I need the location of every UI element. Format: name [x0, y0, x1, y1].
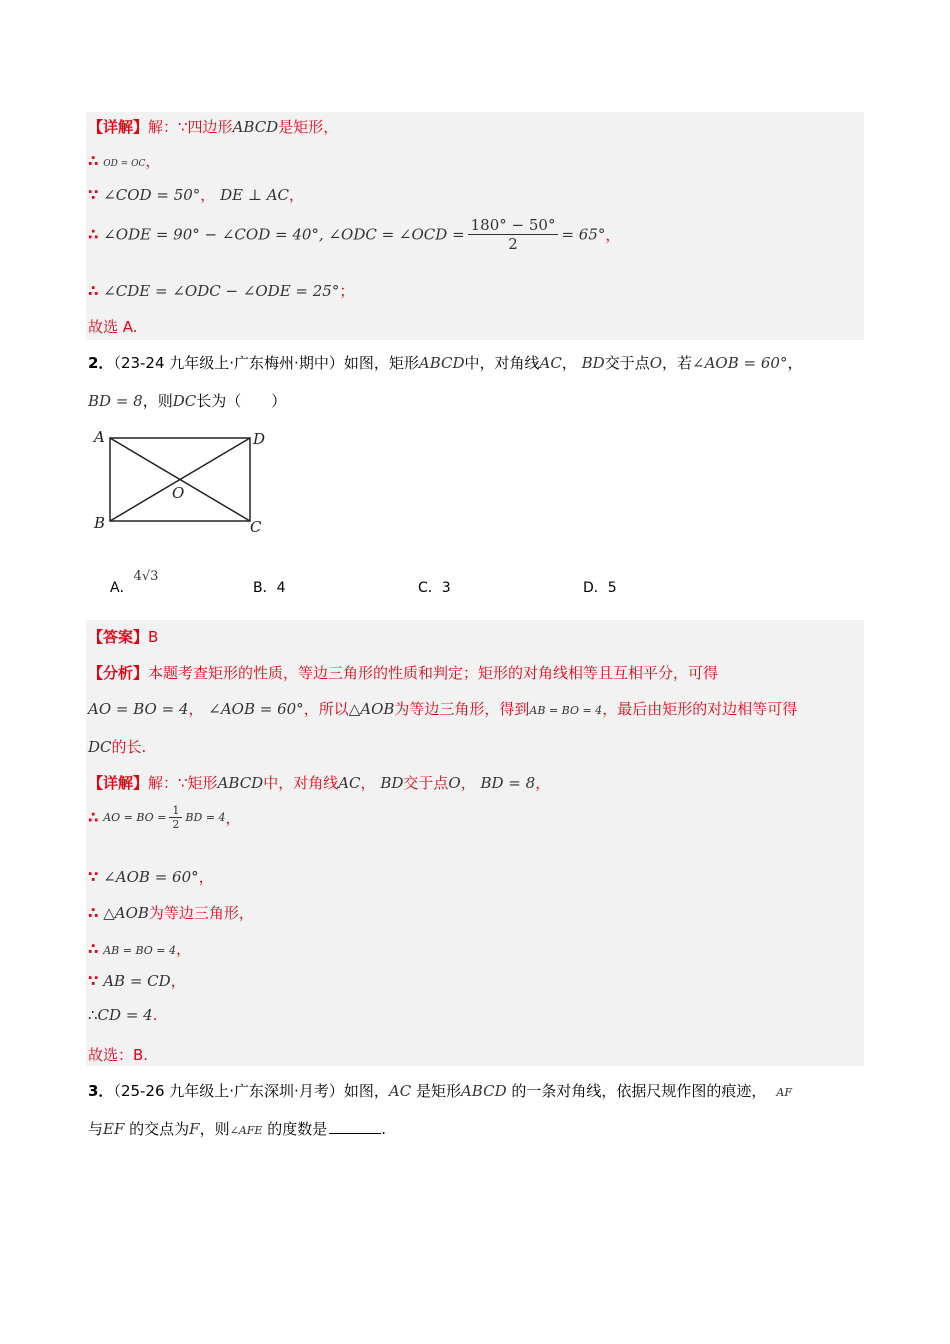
fraction: $\frac{180^\circ - 50^\circ}{2}$ [468, 216, 559, 253]
detail-line-5: ∴ ∠CDE = ∠ODC − ∠ODE = 25°； [88, 282, 355, 300]
detail-2-line-2: ∴ AO = BO = $\frac{1}{2}$ BD = 4， [88, 804, 241, 831]
detail-2-line-7: ∴CD = 4. [88, 1006, 158, 1024]
detail-2-line-4: ∴ △AOB为等边三角形， [88, 904, 254, 922]
answer-line: 【答案】B [88, 628, 159, 646]
label-c: C [250, 518, 262, 536]
analysis-line-2: AO = BO = 4， ∠AOB = 60°，所以△AOB为等边三角形，得到AB = BO = 4，最后由矩形的对边相等可得 [88, 700, 798, 718]
question-2-line-2: BD = 8，则DC长为（ ） [88, 392, 287, 410]
label-a: A [94, 428, 105, 446]
choice-2: 故选：B. [88, 1046, 149, 1064]
detail-line-3: ∵ ∠COD = 50°， DE ⊥ AC， [88, 186, 305, 204]
option-a[interactable]: A．4√3 [110, 569, 159, 596]
question-2-line-1: 2．（23-24 九年级上·广东梅州·期中）如图，矩形ABCD中，对角线AC， BD交于点O，若∠AOB = 60°， [88, 354, 803, 372]
question-3-line-2: 与EF 的交点为F，则∠AFE 的度数是 . [88, 1120, 387, 1138]
analysis-line-3: DC的长. [88, 738, 147, 756]
option-c[interactable]: C．3 [418, 580, 451, 596]
label-b: B [94, 514, 106, 532]
detail-2-line-5: ∴ AB = BO = 4， [88, 940, 191, 958]
option-d[interactable]: D．5 [583, 580, 617, 596]
choice-1: 故选 A. [88, 318, 138, 336]
answer-blank[interactable] [329, 1133, 381, 1134]
detail-2-line-6: ∵ AB = CD， [88, 972, 186, 990]
rectangle-figure [88, 424, 278, 536]
detail-line-1: 【详解】解：∵四边形ABCD是矩形， [88, 118, 339, 136]
analysis-line-1: 【分析】本题考查矩形的性质，等边三角形的性质和判定；矩形的对角线相等且互相平分，可得 [88, 664, 719, 682]
detail-2-line-1: 【详解】解：∵矩形ABCD中，对角线AC， BD交于点O， BD = 8， [88, 774, 551, 792]
label-o: O [172, 484, 185, 502]
solution-block-2 [86, 620, 864, 1066]
label-d: D [253, 430, 266, 448]
detail-2-line-3: ∵ ∠AOB = 60°， [88, 868, 214, 886]
detail-line-2: ∴ OD = OC， [88, 152, 161, 170]
option-b[interactable]: B．4 [253, 580, 286, 596]
detail-tag: 【详解】 [88, 118, 149, 136]
detail-line-4: ∴ ∠ODE = 90° − ∠COD = 40°, ∠ODC = ∠OCD = $\frac{180^\circ - 50^\circ}{2}$ = 65°， [88, 216, 621, 253]
question-3-line-1: 3．（25-26 九年级上·广东深圳·月考）如图，AC 是矩形ABCD 的一条对角线，依据尺规作图的痕迹， AF [88, 1082, 792, 1100]
